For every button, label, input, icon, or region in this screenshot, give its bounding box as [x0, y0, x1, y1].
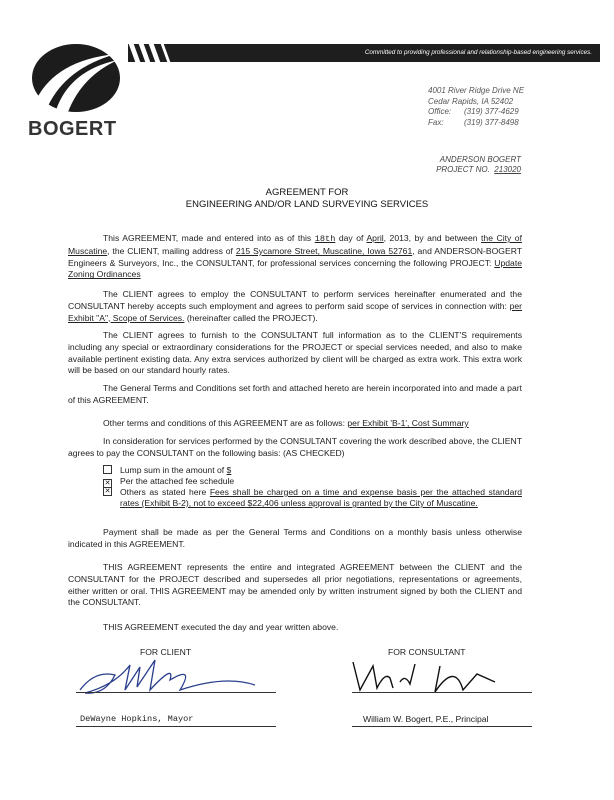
- address-line: Cedar Rapids, IA 52402: [428, 96, 514, 106]
- project-info: [428, 155, 521, 175]
- paragraph-payment: Payment shall be made as per the General Terms and Conditions on a monthly basis unless otherwise indicated in this AGREEMENT.: [68, 527, 522, 549]
- client-name: DeWayne Hopkins, Mayor: [80, 714, 194, 724]
- option-lump-sum: Lump sum in the amount of $: [103, 465, 287, 476]
- fax-phone: Fax: (319) 377-8498: [428, 117, 519, 127]
- paragraph-scope: The CLIENT agrees to employ the CONSULTANT to perform services hereinafter enumerated and the CONSULTANT hereby accepts such employment and agrees to perform said scope of services in connection with: per Exhibit "A", Scope of Services. (hereinafter called the PROJECT).: [68, 289, 522, 323]
- tagline: Committed to providing professional and relationship-based engineering services.: [364, 49, 592, 56]
- option-fee-schedule: ✕ Per the attached fee schedule: [104, 476, 235, 487]
- address-line: 4001 River Ridge Drive NE: [428, 86, 525, 95]
- client-signature-line: [76, 692, 276, 693]
- client-label: FOR CLIENT: [140, 647, 192, 657]
- consultant-label: FOR CONSULTANT: [388, 647, 466, 657]
- document-title: AGREEMENT FOR ENGINEERING AND/OR LAND SURVEYING SERVICES: [185, 187, 429, 210]
- client-signature-icon: [75, 655, 275, 700]
- checkbox-other[interactable]: ✕: [104, 488, 111, 495]
- tagline-banner: [128, 44, 600, 62]
- office-phone: Office: (319) 377-4629: [428, 107, 519, 116]
- client-name-line: [76, 726, 276, 727]
- company-address: [428, 86, 524, 128]
- paragraph-executed: THIS AGREEMENT executed the day and year written above.: [103, 622, 339, 632]
- paragraph-terms: The General Terms and Conditions set forth and attached hereto are herein incorporated into and made a part of this AGREEMENT.: [68, 383, 522, 405]
- paragraph-payment-basis: In consideration for services performed by the CONSULTANT covering the work described above, the CLIENT agrees to pay the CONSULTANT on the following basis: (AS CHECKED): [68, 436, 522, 458]
- project-number: PROJECT NO. 213020: [436, 165, 521, 174]
- paragraph-client-info: The CLIENT agrees to furnish to the CONSULTANT full information as to the CLIENT'S requirements including any special or extraordinary considerations for the PROJECT or special services needed, and also to make available pertinent existing data. Any extra services authorized by client will be charged as extra work. This extra work will be based on our standard hourly rates.: [68, 330, 522, 376]
- option-other: ✕ Others as stated here Fees shall be charged on a time and expense basis per the attached standard rates (Exhibit B-2), not to exceed $22,406 unless approval is granted by the City of Muscatine.: [104, 487, 522, 508]
- consultant-signature-line: [352, 692, 532, 693]
- brand-name: BOGERT: [28, 118, 117, 140]
- consultant-name-line: [352, 726, 532, 727]
- bogert-logo-icon: [26, 40, 122, 116]
- paragraph-other-terms: Other terms and conditions of this AGREEMENT are as follows: per Exhibit 'B-1', Cost Summary: [103, 418, 469, 428]
- paragraph-entire-agreement: THIS AGREEMENT represents the entire and integrated AGREEMENT between the CLIENT and the CONSULTANT for the PROJECT described and supersedes all prior negotiations, representations or agreements, either written or oral. THIS AGREEMENT may be amended only by written instrument signed by both the CLIENT and the CONSULTANT.: [68, 562, 522, 608]
- paragraph-parties: This AGREEMENT, made and entered into as of this 18th day of April, 2013, by and between the City of Muscatine, the CLIENT, mailing address of 215 Sycamore Street, Muscatine, Iowa 52761, and ANDERSON-BOGERT Engineers & Surveyors, Inc., the CONSULTANT, for professional services concerning the following PROJECT: Update Zoning Ordinances: [68, 233, 522, 280]
- checkbox-lump-sum[interactable]: [103, 465, 112, 474]
- consultant-signature-icon: [345, 652, 505, 697]
- consultant-name: William W. Bogert, P.E., Principal: [363, 714, 489, 724]
- project-company: ANDERSON BOGERT: [439, 155, 521, 164]
- checkbox-fee-schedule[interactable]: ✕: [104, 480, 111, 487]
